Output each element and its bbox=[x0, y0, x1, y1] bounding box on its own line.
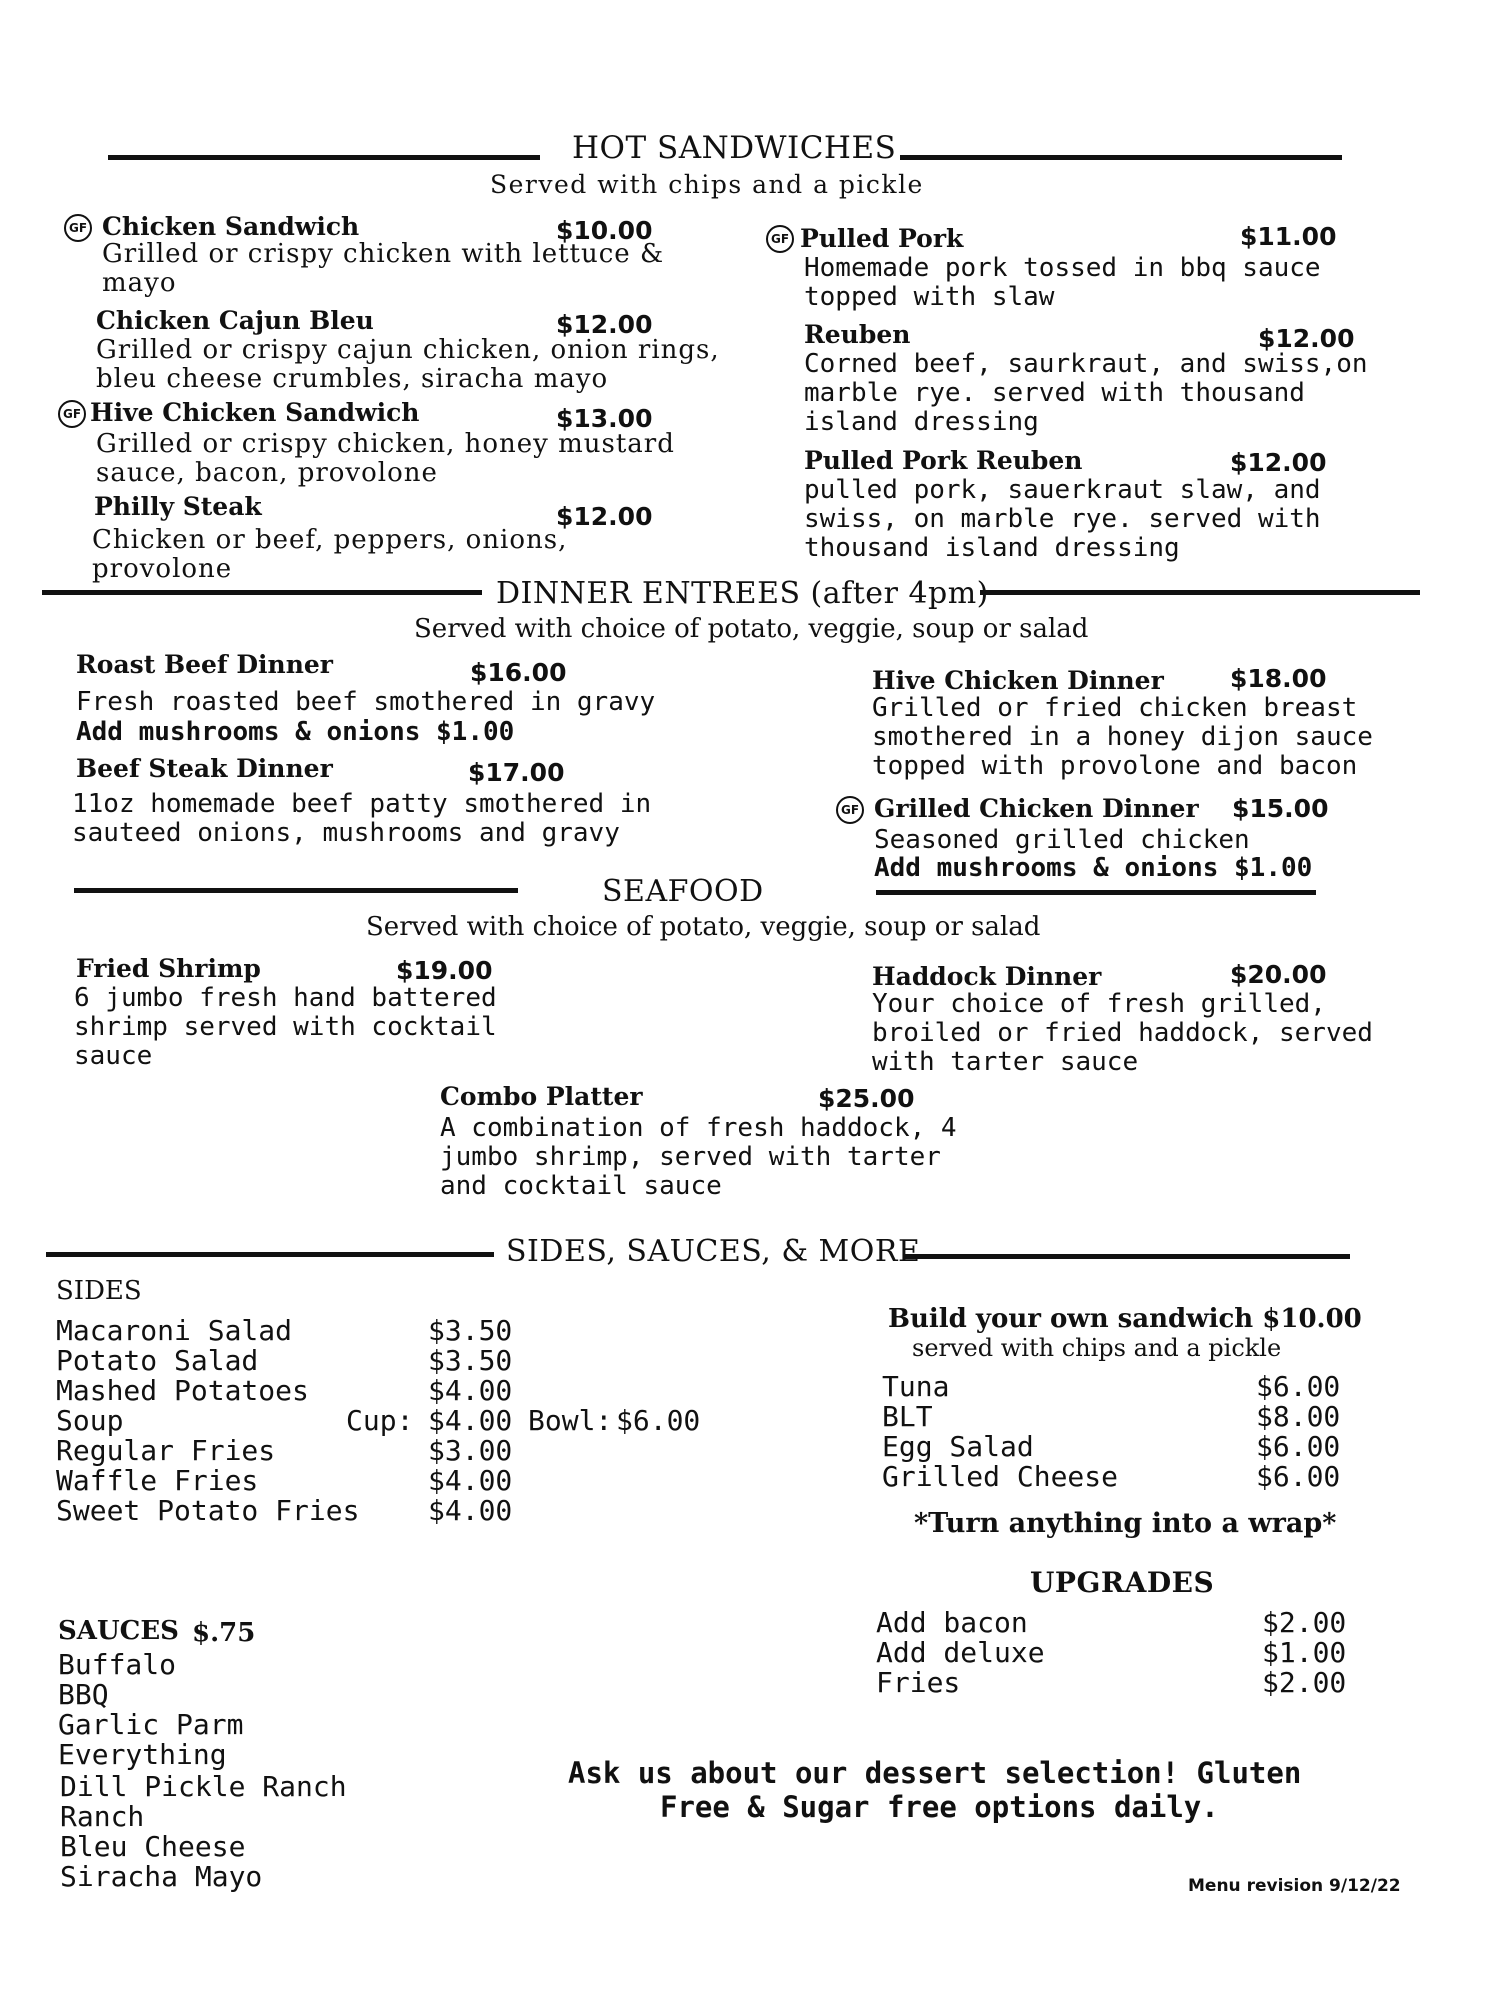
build-title: Build your own sandwich $10.00 bbox=[888, 1304, 1362, 1334]
item-name: Philly Steak bbox=[94, 492, 262, 521]
upgrade-name: Add bacon bbox=[876, 1606, 1028, 1639]
build-item-price: $6.00 bbox=[1256, 1370, 1341, 1403]
menu-revision: Menu revision 9/12/22 bbox=[1188, 1876, 1401, 1896]
item-price: $12.00 bbox=[1230, 448, 1327, 477]
dinner-entrees-subtitle: Served with choice of potato, veggie, soup or salad bbox=[414, 614, 1089, 644]
item-description: Grilled or crispy chicken, honey mustard sauce, bacon, provolone bbox=[96, 429, 675, 488]
item-extra: Add mushrooms & onions $1.00 bbox=[76, 717, 515, 747]
sauces-price: $.75 bbox=[192, 1618, 256, 1648]
item-description: Grilled or crispy cajun chicken, onion rings, bleu cheese crumbles, siracha mayo bbox=[96, 335, 720, 394]
sauces-heading: SAUCES bbox=[58, 1616, 179, 1646]
item-description: Homemade pork tossed in bbq sauce topped with slaw bbox=[804, 253, 1321, 312]
upgrade-name: Fries bbox=[876, 1666, 961, 1699]
item-name: Grilled Chicken Dinner bbox=[874, 794, 1199, 823]
build-item-name: Grilled Cheese bbox=[882, 1460, 1119, 1493]
wrap-note: *Turn anything into a wrap* bbox=[914, 1508, 1337, 1539]
upgrade-price: $1.00 bbox=[1262, 1636, 1347, 1669]
item-name: Chicken Sandwich bbox=[102, 212, 360, 241]
side-name: Waffle Fries bbox=[56, 1464, 259, 1497]
seafood-title: SEAFOOD bbox=[602, 874, 764, 909]
build-item-name: Egg Salad bbox=[882, 1430, 1034, 1463]
soup-bowl-price: $6.00 bbox=[616, 1404, 701, 1437]
upgrade-name: Add deluxe bbox=[876, 1636, 1045, 1669]
gluten-free-icon: GF bbox=[64, 214, 92, 242]
item-price: $12.00 bbox=[556, 502, 653, 531]
dinner-entrees-title: DINNER ENTREES (after 4pm) bbox=[496, 576, 989, 611]
section-rule bbox=[904, 1254, 1350, 1259]
item-name: Combo Platter bbox=[440, 1082, 643, 1111]
gluten-free-icon: GF bbox=[836, 796, 864, 824]
item-price: $13.00 bbox=[556, 404, 653, 433]
seafood-subtitle: Served with choice of potato, veggie, soup or salad bbox=[366, 912, 1041, 942]
item-description: Seasoned grilled chicken bbox=[874, 825, 1250, 855]
section-rule bbox=[876, 890, 1316, 895]
side-price: $3.50 bbox=[428, 1314, 513, 1347]
hot-sandwiches-subtitle: Served with chips and a pickle bbox=[490, 170, 924, 199]
build-item-name: BLT bbox=[882, 1400, 933, 1433]
side-price: $3.50 bbox=[428, 1344, 513, 1377]
side-name: Macaroni Salad bbox=[56, 1314, 293, 1347]
dessert-note-line2: Free & Sugar free options daily. bbox=[660, 1790, 1219, 1824]
sauce-item: Dill Pickle Ranch bbox=[60, 1770, 347, 1803]
item-description: 11oz homemade beef patty smothered in sauteed onions, mushrooms and gravy bbox=[72, 789, 652, 848]
section-rule bbox=[980, 590, 1420, 595]
item-description: Grilled or fried chicken breast smothered in a honey dijon sauce topped with provolone and bacon bbox=[872, 693, 1373, 781]
build-item-price: $6.00 bbox=[1256, 1460, 1341, 1493]
item-name: Fried Shrimp bbox=[76, 954, 261, 983]
item-description: Your choice of fresh grilled, broiled or fried haddock, served with tarter sauce bbox=[872, 989, 1373, 1077]
item-description: Corned beef, saurkraut, and swiss,on marble rye. served with thousand island dressing bbox=[804, 349, 1368, 437]
side-price: $3.00 bbox=[428, 1434, 513, 1467]
item-extra: Add mushrooms & onions $1.00 bbox=[874, 853, 1313, 883]
dessert-note-line1: Ask us about our dessert selection! Gluten bbox=[568, 1756, 1302, 1790]
item-name: Roast Beef Dinner bbox=[76, 650, 333, 679]
section-rule bbox=[46, 1252, 494, 1257]
soup-bowl-label: Bowl: bbox=[528, 1404, 613, 1437]
item-name: Hive Chicken Dinner bbox=[872, 666, 1164, 695]
gluten-free-icon: GF bbox=[58, 400, 86, 428]
side-name: Mashed Potatoes bbox=[56, 1374, 309, 1407]
item-price: $11.00 bbox=[1240, 222, 1337, 251]
gluten-free-icon: GF bbox=[766, 225, 794, 253]
sauce-item: BBQ bbox=[58, 1678, 109, 1711]
item-name: Chicken Cajun Bleu bbox=[96, 306, 374, 335]
side-price: $4.00 bbox=[428, 1404, 513, 1437]
side-name: Sweet Potato Fries bbox=[56, 1494, 360, 1527]
sauce-item: Bleu Cheese bbox=[60, 1830, 246, 1863]
item-description: A combination of fresh haddock, 4 jumbo shrimp, served with tarter and cocktail sauce bbox=[440, 1113, 957, 1201]
section-rule bbox=[74, 888, 518, 893]
item-description: Chicken or beef, peppers, onions, provolone bbox=[92, 525, 568, 584]
item-price: $25.00 bbox=[818, 1084, 915, 1113]
item-name: Pulled Pork bbox=[800, 224, 964, 253]
item-description: 6 jumbo fresh hand battered shrimp served with cocktail sauce bbox=[74, 983, 497, 1071]
item-name: Reuben bbox=[804, 320, 911, 349]
upgrade-price: $2.00 bbox=[1262, 1666, 1347, 1699]
section-rule bbox=[108, 155, 540, 160]
sauce-item: Buffalo bbox=[58, 1648, 177, 1681]
item-price: $16.00 bbox=[470, 658, 567, 687]
item-description: Fresh roasted beef smothered in gravy bbox=[76, 687, 656, 717]
item-description: Grilled or crispy chicken with lettuce & mayo bbox=[102, 239, 665, 298]
item-name: Haddock Dinner bbox=[872, 962, 1102, 991]
soup-cup-label: Cup: bbox=[346, 1404, 414, 1437]
sides-section-title: SIDES, SAUCES, & MORE bbox=[506, 1234, 921, 1269]
side-price: $4.00 bbox=[428, 1374, 513, 1407]
side-name: Soup bbox=[56, 1404, 124, 1437]
item-price: $19.00 bbox=[396, 956, 493, 985]
item-price: $15.00 bbox=[1232, 794, 1329, 823]
item-price: $18.00 bbox=[1230, 664, 1327, 693]
sauce-item: Everything bbox=[58, 1738, 227, 1771]
item-description: pulled pork, sauerkraut slaw, and swiss, on marble rye. served with thousand island dressing bbox=[804, 475, 1321, 563]
item-name: Pulled Pork Reuben bbox=[804, 446, 1083, 475]
upgrades-title: UPGRADES bbox=[1030, 1566, 1215, 1599]
item-price: $12.00 bbox=[556, 310, 653, 339]
build-item-price: $8.00 bbox=[1256, 1400, 1341, 1433]
item-name: Hive Chicken Sandwich bbox=[90, 398, 420, 427]
item-price: $10.00 bbox=[556, 216, 653, 245]
section-rule bbox=[42, 590, 482, 595]
item-name: Beef Steak Dinner bbox=[76, 754, 333, 783]
hot-sandwiches-title: HOT SANDWICHES bbox=[572, 130, 897, 166]
build-item-price: $6.00 bbox=[1256, 1430, 1341, 1463]
side-price: $4.00 bbox=[428, 1494, 513, 1527]
side-name: Regular Fries bbox=[56, 1434, 276, 1467]
side-price: $4.00 bbox=[428, 1464, 513, 1497]
side-name: Potato Salad bbox=[56, 1344, 259, 1377]
sauce-item: Ranch bbox=[60, 1800, 145, 1833]
item-price: $12.00 bbox=[1258, 324, 1355, 353]
item-price: $17.00 bbox=[468, 758, 565, 787]
upgrade-price: $2.00 bbox=[1262, 1606, 1347, 1639]
build-item-name: Tuna bbox=[882, 1370, 950, 1403]
sauce-item: Garlic Parm bbox=[58, 1708, 244, 1741]
section-rule bbox=[900, 155, 1342, 160]
sides-heading: SIDES bbox=[56, 1276, 142, 1306]
item-price: $20.00 bbox=[1230, 960, 1327, 989]
build-subtitle: served with chips and a pickle bbox=[912, 1334, 1282, 1362]
sauce-item: Siracha Mayo bbox=[60, 1860, 263, 1893]
